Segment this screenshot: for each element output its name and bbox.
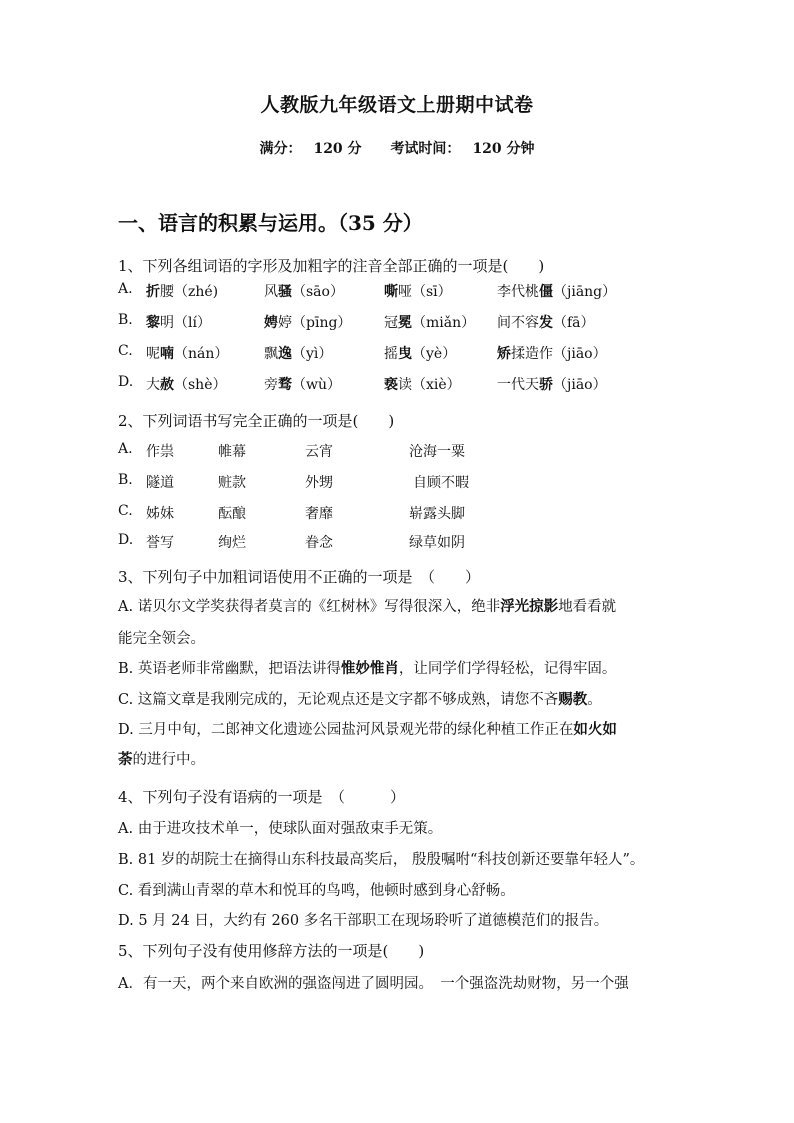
option-word: 自顾不暇	[413, 475, 469, 491]
option-label: C.	[118, 503, 133, 519]
option-label: A.	[118, 441, 133, 457]
option-word: 风骚（sāo）	[264, 284, 344, 300]
option-word: 隧道	[146, 475, 174, 491]
option-label: D.	[118, 532, 134, 548]
question-3-option-d: D. 三月中旬，二郎神文化遗迹公园盐河风景观光带的绿化种植工作正在如火如	[118, 721, 617, 738]
option-word: 绚烂	[218, 535, 246, 551]
option-label: D.	[118, 374, 134, 390]
option-word: 沧海一粟	[409, 444, 465, 460]
question-1-stem: 1、下列各组词语的字形及加粗字的注音全部正确的一项是( )	[118, 257, 545, 275]
exam-meta	[0, 138, 794, 158]
question-4-option-d: D. 5 月 24 日，大约有 260 多名干部职工在现场聆听了道德模范们的报告。	[118, 913, 609, 929]
exam-time: 考试时间： 120 分钟	[390, 141, 535, 157]
option-word: 奢靡	[305, 506, 333, 522]
question-4-option-c: C. 看到满山青翠的草木和悦耳的鸟鸣，他顿时感到身心舒畅。	[118, 883, 515, 899]
option-label: C.	[118, 343, 133, 359]
option-word: 作祟	[146, 444, 174, 460]
question-4-option-b: B. 81 岁的胡院士在摘得山东科技最高奖后， 殷殷嘱咐“科技创新还要靠年轻人”。	[118, 852, 645, 868]
option-label: B.	[118, 312, 133, 328]
option-word: 酝酿	[218, 506, 246, 522]
question-2-stem: 2、下列词语书写完全正确的一项是( )	[118, 412, 395, 430]
option-label: B.	[118, 472, 133, 488]
option-word: 绿草如阴	[409, 535, 465, 551]
option-word: 呢喃（nán）	[146, 346, 229, 362]
option-word: 嘶哑（sī）	[384, 284, 452, 300]
option-word: 娉婷（pīng）	[264, 315, 352, 331]
option-word: 云宵	[305, 444, 333, 460]
option-word: 冠冕（miǎn）	[384, 315, 476, 331]
option-word: 崭露头脚	[409, 506, 465, 522]
option-label: A.	[118, 281, 133, 297]
question-4-option-a: A. 由于进攻技术单一，使球队面对强敌束手无策。	[118, 821, 443, 837]
option-word: 飘逸（yì）	[264, 346, 333, 362]
question-3-option-a-cont: 能完全领会。	[118, 631, 205, 647]
question-5-stem: 5、下列句子没有使用修辞方法的一项是( )	[118, 942, 425, 960]
question-3-option-b: B. 英语老师非常幽默，把语法讲得惟妙惟肖，让同学们学得轻松，记得牢固。	[118, 660, 617, 677]
option-word: 赃款	[218, 475, 246, 491]
option-word: 矫揉造作（jiāo）	[497, 346, 607, 362]
question-3-option-a: A. 诺贝尔文学奖获得者莫言的《红树林》写得很深入，绝非浮光掠影地看看就	[118, 598, 617, 615]
page-title: 人教版九年级语文上册期中试卷	[260, 94, 534, 116]
section-heading: 一、语言的积累与运用。（35 分）	[118, 211, 423, 235]
option-word: 摇曳（yè）	[384, 346, 457, 362]
question-4-stem: 4、下列句子没有语病的一项是 （ ）	[118, 788, 406, 806]
option-word: 眷念	[305, 535, 333, 551]
option-word: 誉写	[146, 535, 174, 551]
option-word: 黎明（lí）	[146, 315, 211, 331]
option-word: 折腰（zhé)	[146, 284, 219, 300]
option-word: 帷幕	[218, 444, 246, 460]
full-score: 满分： 120 分	[259, 141, 362, 157]
option-word: 外甥	[305, 475, 333, 491]
option-word: 李代桃僵（jiāng）	[497, 284, 617, 300]
option-word: 亵读（xiè）	[384, 377, 461, 393]
option-word: 姊妹	[146, 506, 174, 522]
option-word: 间不容发（fā）	[497, 315, 595, 331]
question-3-stem: 3、下列句子中加粗词语使用不正确的一项是 （ ）	[118, 568, 481, 586]
option-word: 一代天骄（jiāo）	[497, 377, 607, 393]
option-word: 大赦（shè）	[146, 377, 227, 393]
question-5-option-a: A．有一天，两个来自欧洲的强盗闯进了圆明园。 一个强盗洗劫财物，另一个强	[118, 976, 629, 992]
option-word: 旁骛（wù）	[264, 377, 341, 393]
question-3-option-c: C. 这篇文章是我刚完成的，无论观点还是文字都不够成熟，请您不吝赐教。	[118, 691, 602, 708]
question-3-option-d-cont: 荼的进行中。	[118, 751, 205, 768]
